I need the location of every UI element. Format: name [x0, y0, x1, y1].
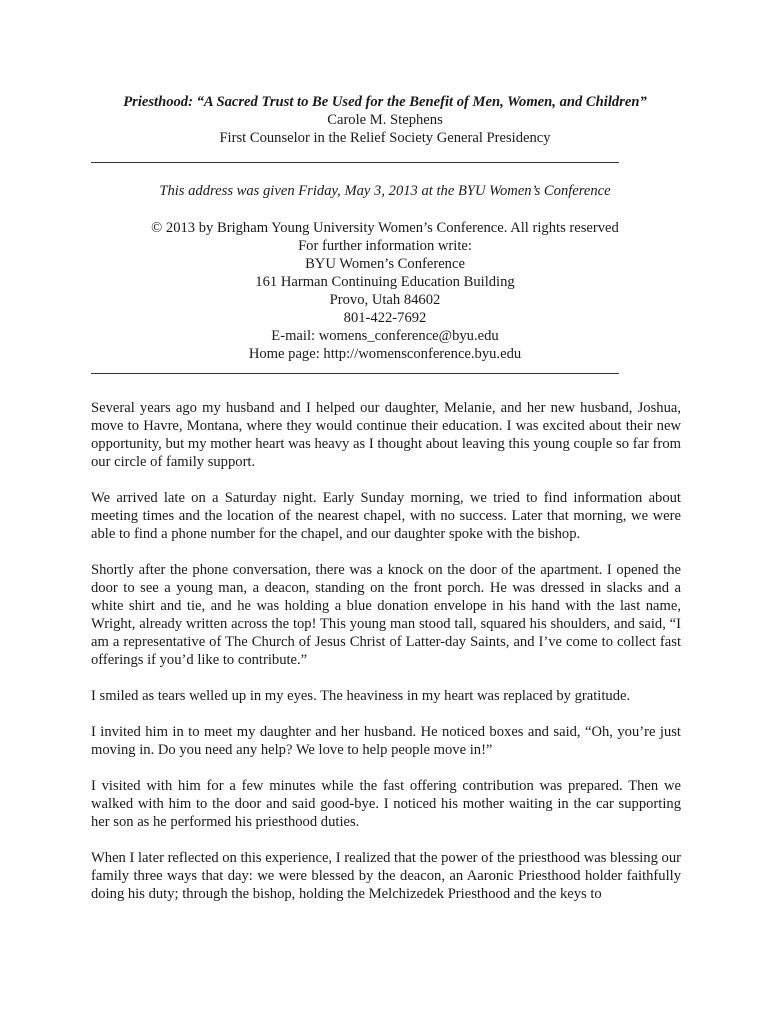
city-address: Provo, Utah 84602 — [329, 292, 441, 308]
author-name: Carole M. Stephens — [327, 112, 443, 128]
paragraph: We arrived late on a Saturday night. Early Sunday morning, we tried to find information about meeting times and the location of the nearest chapel, with no success. Later that morning, we were able to find a phone number for the chapel, and our daughter spoke with the bishop. — [91, 490, 681, 542]
phone-number: 801-422-7692 — [343, 310, 427, 326]
paragraph: I smiled as tears welled up in my eyes. The heaviness in my heart was replaced by gratitude. — [91, 688, 631, 704]
copyright-block — [0, 219, 770, 363]
paragraph: Several years ago my husband and I helped our daughter, Melanie, and her new husband, Joshua, move to Havre, Montana, where they would continue their education. I was excited about their new opportunity, but my mother heart was heavy as I thought about leaving this young couple so far from our circle of family support. — [91, 400, 681, 470]
homepage-url: Home page: http://womensconference.byu.edu — [248, 346, 522, 362]
paragraph: I invited him in to meet my daughter and her husband. He noticed boxes and said, “Oh, you’re just moving in. Do you need any help? We love to help people move in!” — [91, 724, 681, 758]
top-divider — [91, 162, 619, 163]
bottom-divider — [91, 373, 619, 374]
document-title: Priesthood: “A Sacred Trust to Be Used for the Benefit of Men, Women, and Children” — [123, 94, 647, 110]
further-info-label: For further information write: — [298, 238, 472, 254]
paragraph: When I later reflected on this experience, I realized that the power of the priesthood was blessing our family three ways that day: we were blessed by the deacon, an Aaronic Priesthood holder faithfully doing his duty; through the bishop, holding the Melchizedek Priesthood and the keys to — [91, 850, 682, 902]
address-note: This address was given Friday, May 3, 2013 at the BYU Women’s Conference — [159, 183, 611, 199]
paragraph: I visited with him for a few minutes while the fast offering contribution was prepared. Then we walked with him to the door and said good-bye. I noticed his mother waiting in the car supporting her son as he performed his priesthood duties. — [91, 778, 681, 830]
street-address: 161 Harman Continuing Education Building — [255, 274, 515, 290]
copyright-notice: © 2013 by Brigham Young University Women’s Conference. All rights reserved — [151, 220, 619, 236]
paragraph: Shortly after the phone conversation, there was a knock on the door of the apartment. I opened the door to see a young man, a deacon, standing on the front porch. He was dressed in slacks and a white shirt and tie, and he was holding a blue donation envelope in his hand with the last name, Wright, already written across the top! This young man stood tall, squared his shoulders, and said, “I am a representative of The Church of Jesus Christ of Latter-day Saints, and I’ve come to collect fast offerings if you’d like to contribute.” — [91, 562, 681, 668]
email-address: E-mail: womens_conference@byu.edu — [271, 328, 499, 344]
author-position: First Counselor in the Relief Society General Presidency — [219, 130, 551, 146]
org-name: BYU Women’s Conference — [305, 256, 465, 272]
header-block — [0, 93, 770, 147]
body-text — [91, 399, 681, 921]
